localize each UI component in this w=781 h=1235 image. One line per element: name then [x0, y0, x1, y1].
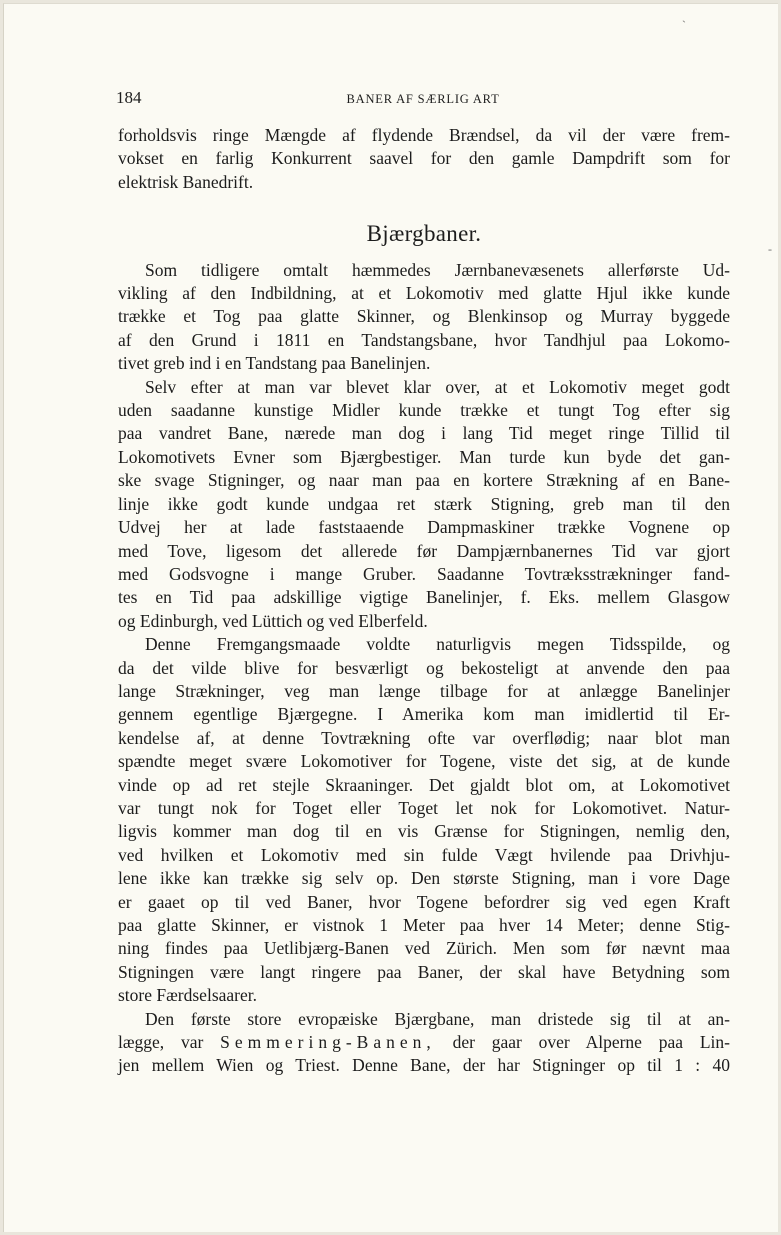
- text-line: Denne Fremgangsmaade voldte naturligvis megen Tidsspilde, og: [145, 634, 730, 655]
- text-line: ligvis kommer man dog til en vis Grænse for Stigningen, nemlig den,: [118, 821, 730, 842]
- text-line: trække et Tog paa glatte Skinner, og Blenkinsop og Murray byggede: [118, 306, 730, 327]
- page-number: 184: [116, 88, 142, 107]
- text-line: paa vandret Bane, nærede man dog i lang Tid meget ringe Tillid til: [118, 423, 730, 444]
- text-line: ske svage Stigninger, og naar man paa en kortere Strækning af en Bane-: [118, 470, 730, 491]
- text-line: er gaaet op til ved Baner, hvor Togene befordrer sig ved egen Kraft: [118, 891, 730, 912]
- text-line: ning findes paa Uetlibjærg-Banen ved Zürich. Men som før nævnt maa: [118, 938, 730, 959]
- paragraph: [118, 633, 730, 1008]
- text-line: jen mellem Wien og Triest. Denne Bane, der har Stigninger op til 1 : 40: [118, 1055, 730, 1076]
- text-fragment: lægge, var: [118, 1032, 204, 1053]
- text-line: tivet greb ind i en Tandstang paa Banelinjen.: [118, 353, 431, 374]
- text-line: linje ikke godt kunde undgaa ret stærk Stigning, greb man til den: [118, 493, 730, 514]
- text-line: Som tidligere omtalt hæmmedes Jærnbanevæsenets allerførste Ud-: [145, 259, 730, 280]
- text-line: var tungt nok for Toget eller Toget let nok for Lokomotivet. Natur-: [118, 797, 730, 818]
- section-title: Bjærgbaner.: [366, 221, 482, 247]
- running-title: BANER AF SÆRLIG ART: [346, 92, 500, 106]
- text-line: lange Strækninger, veg man længe tilbage for at anlægge Banelinjer: [118, 680, 730, 701]
- page-edge-mark: -: [768, 242, 772, 256]
- text-line: elektrisk Banedrift.: [118, 171, 254, 192]
- paragraph-continuation: [118, 124, 730, 194]
- text-line: spændte meget svære Lokomotiver for Togene, viste det sig, at de kunde: [118, 751, 730, 772]
- text-line: forholdsvis ringe Mængde af flydende Brændsel, da vil der være frem-: [118, 125, 730, 145]
- text-line: Selv efter at man var blevet klar over, at et Lokomotiv meget godt: [145, 376, 730, 397]
- text-line: [118, 1031, 730, 1054]
- text-line: Lokomotivets Evner som Bjærgbestiger. Man turde kun byde det gan-: [118, 446, 730, 467]
- text-fragment: der gaar over Alperne paa Lin-: [452, 1032, 730, 1053]
- text-line: Udvej her at lade faststaaende Dampmaskiner trække Vognene op: [118, 517, 730, 538]
- paragraph: [118, 376, 730, 633]
- text-line: ved hvilken et Lokomotiv med sin fulde Vægt hvilende paa Drivhju-: [118, 844, 730, 865]
- body-text: [118, 124, 730, 1078]
- text-line: gennem egentlige Bjærgegne. I Amerika kom man imidlertid til Er-: [118, 704, 730, 725]
- paragraph: [118, 1008, 730, 1078]
- text-line: vikling af den Indbildning, at et Lokomotiv med glatte Hjul ikke kunde: [118, 283, 730, 304]
- text-line: uden saadanne kunstige Midler kunde trække et tungt Tog efter sig: [118, 400, 730, 421]
- text-line: paa glatte Skinner, er vistnok 1 Meter paa hver 14 Meter; denne Stig-: [118, 915, 730, 935]
- text-line: med Tove, ligesom det allerede før Dampjærnbanernes Tid var gjort: [118, 540, 730, 561]
- text-line: Den første store evropæiske Bjærgbane, man dristede sig til at an-: [145, 1008, 730, 1029]
- book-page: [3, 3, 778, 1232]
- text-line: og Edinburgh, ved Lüttich og ved Elberfeld.: [118, 610, 428, 631]
- text-line: med Godsvogne i mange Gruber. Saadanne Tovtræksstrækninger fand-: [118, 563, 730, 584]
- text-line: tes en Tid paa adskillige vigtige Banelinjer, f. Eks. mellem Glasgow: [118, 587, 730, 608]
- paragraph: [118, 259, 730, 376]
- page-speck: `: [682, 18, 686, 32]
- text-line: lene ikke kan trække sig selv op. Den største Stigning, man i vore Dage: [118, 868, 730, 889]
- text-line: Stigningen være langt ringere paa Baner, der skal have Betydning som: [118, 961, 730, 982]
- spaced-emphasis: Semmering-Banen,: [220, 1032, 436, 1053]
- page-header: [116, 88, 730, 110]
- text-line: af den Grund i 1811 en Tandstangsbane, hvor Tandhjul paa Lokomo-: [118, 329, 730, 350]
- text-line: da det vilde blive for besværligt og bekosteligt at anvende den paa: [118, 657, 730, 678]
- text-line: vinde op ad ret stejle Skraaninger. Det gjaldt blot om, at Lokomotivet: [118, 774, 730, 795]
- text-line: vokset en farlig Konkurrent saavel for den gamle Dampdrift som for: [118, 148, 730, 169]
- text-line: kendelse af, at denne Tovtrækning ofte var overflødig; naar blot man: [118, 727, 730, 748]
- text-line: store Færdselsaarer.: [118, 985, 257, 1006]
